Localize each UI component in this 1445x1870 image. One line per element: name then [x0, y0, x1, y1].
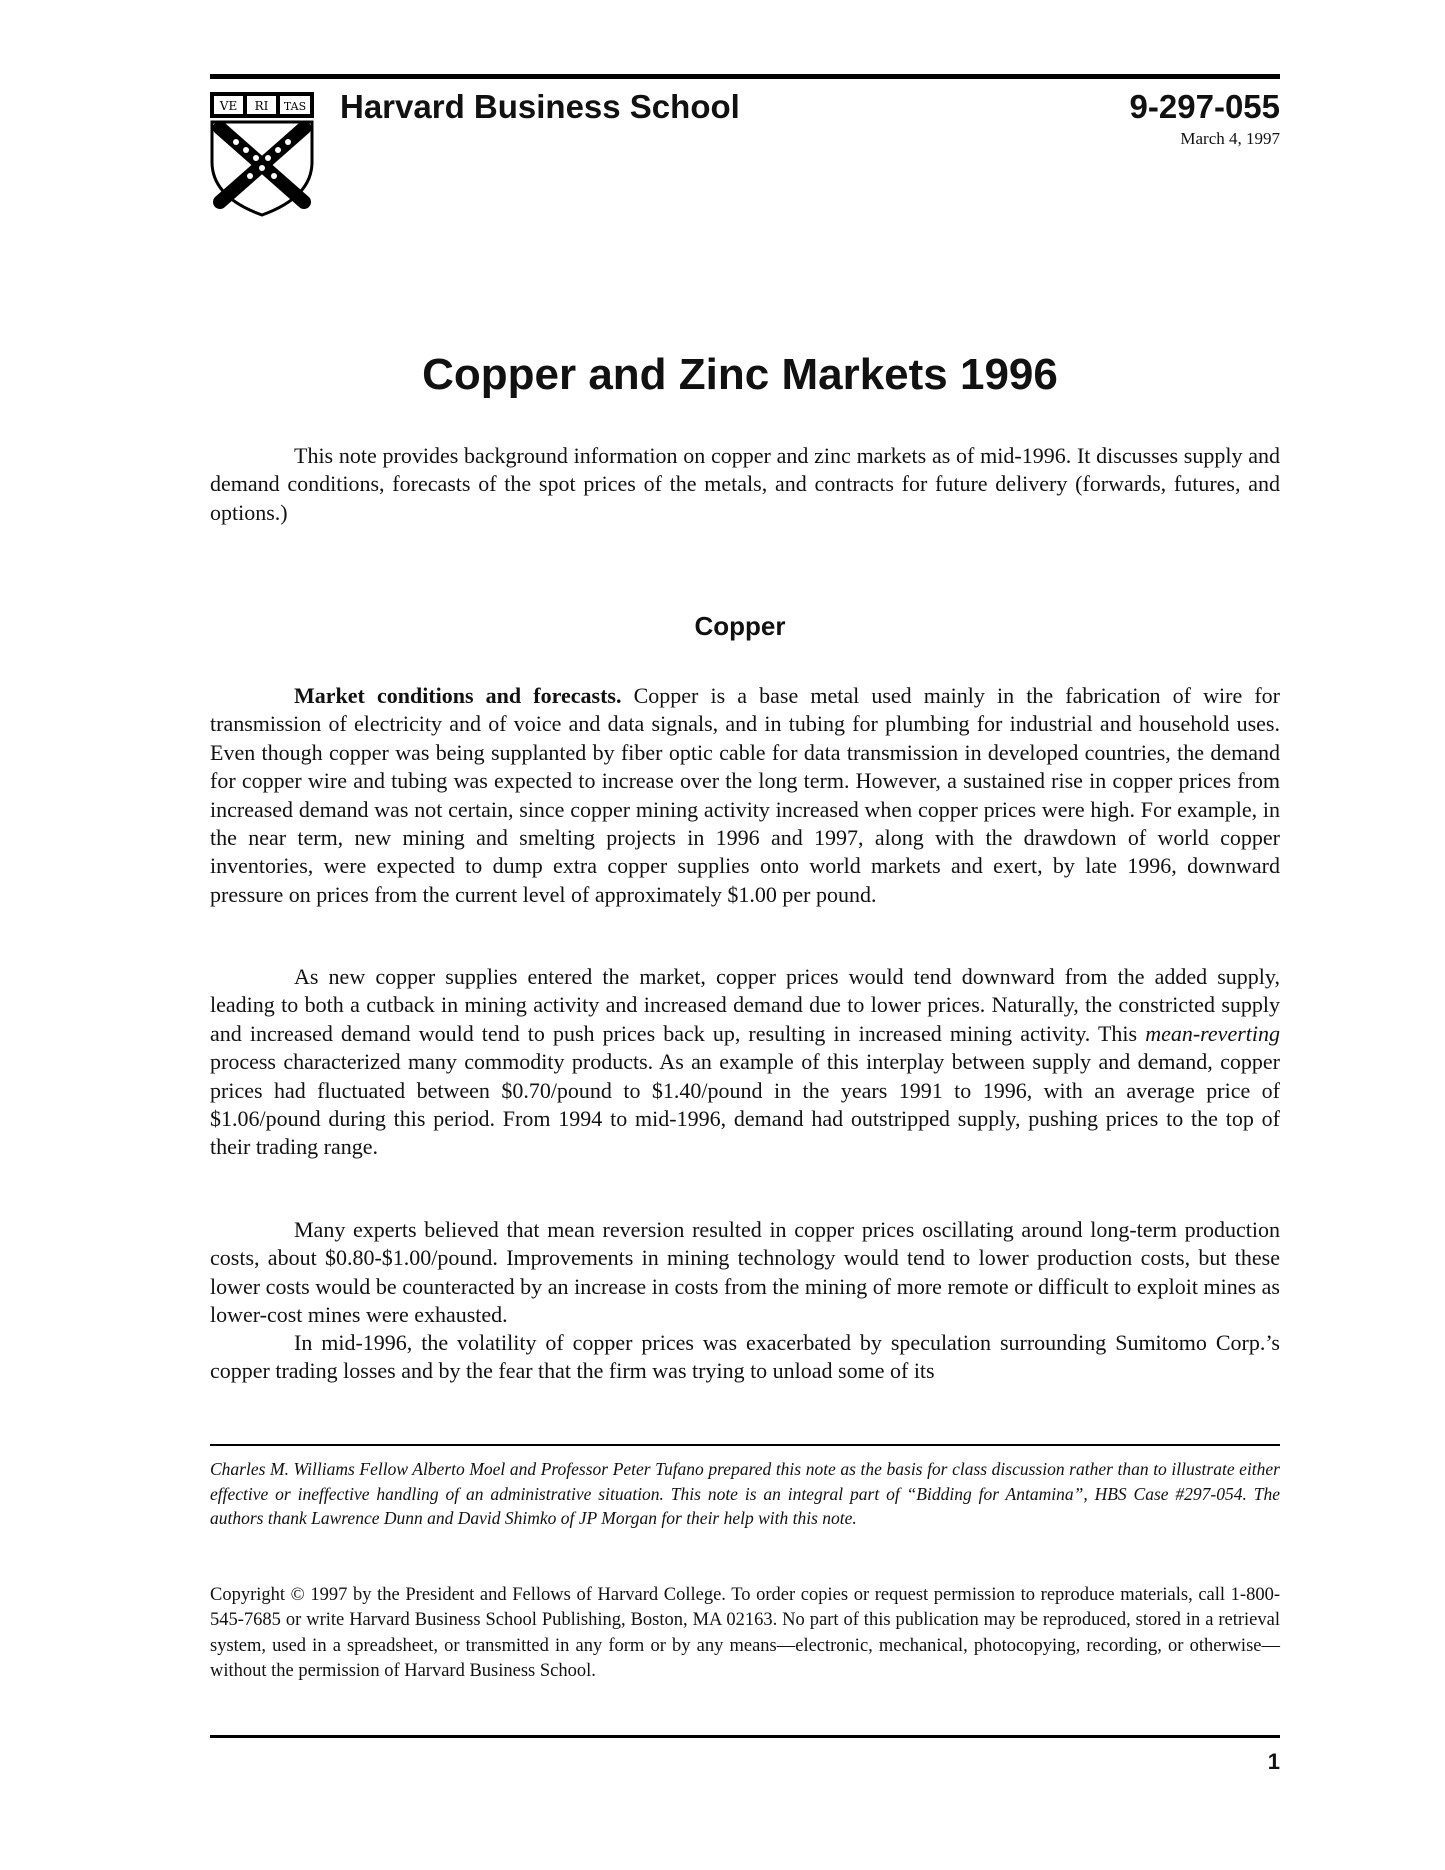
logo-letters-tas: TAS	[283, 100, 307, 113]
paragraph-body: Copper is a base metal used mainly in the fabrication of wire for transmission of electricity and of voice and data signals, and in tubing for plumbing for industrial and household uses. Even though copper was being supplanted by fiber optic cable for data transmission in developed countries, the demand for copper wire and tubing was expected to increase over the long term. However, a sustained rise in copper prices from increased demand was not certain, since copper mining activity increased when copper prices were high. For example, in the near term, new mining and smelting projects in 1996 and 1997, along with the drawdown of world copper inventories, were expected to dump extra copper supplies onto world markets and exert, by late 1996, downward pressure on prices from the current level of approximately $1.00 per pound.	[210, 683, 1280, 907]
author-footnote: Charles M. Williams Fellow Alberto Moel and Professor Peter Tufano prepared this note as the basis for class discussion rather than to illustrate either effective or ineffective handling of an administrative situation. This note is an integral part of “Bidding for Antamina”, HBS Case #297-054. The authors thank Lawrence Dunn and David Shimko of JP Morgan for their help with this note.	[210, 1459, 1280, 1529]
paragraph-new-supplies	[210, 963, 1280, 1162]
intro-paragraph: This note provides background information on copper and zinc markets as of mid-1996. It discusses supply and demand conditions, forecasts of the spot prices of the metals, and contracts for future delivery (forwards, futures, and options.)	[210, 443, 1280, 525]
school-name: Harvard Business School	[340, 88, 740, 125]
section-heading-copper: Copper	[694, 611, 786, 641]
paragraph-market-conditions	[210, 682, 1280, 909]
paragraph-lead: Market conditions and forecasts.	[294, 683, 622, 708]
case-date: March 4, 1997	[1180, 129, 1280, 148]
paragraph-volatility: In mid-1996, the volatility of copper prices was exacerbated by speculation surrounding Sumitomo Corp.’s copper trading losses and by the fear that the firm was trying to unload some of its	[210, 1330, 1280, 1384]
document-title: Copper and Zinc Markets 1996	[422, 350, 1058, 399]
harvard-shield-icon	[210, 92, 314, 217]
paragraph-text-after: process characterized many commodity products. As an example of this interplay between supply and demand, copper prices had fluctuated between $0.70/pound to $1.40/pound in the years 1991 to 1996, with an average price of $1.06/pound during this period. From 1994 to mid-1996, demand had outstripped supply, pushing prices to the top of their trading range.	[210, 1049, 1280, 1160]
paragraph-italic-term: mean-reverting	[1145, 1020, 1280, 1046]
page-number: 1	[1267, 1749, 1280, 1774]
logo-letters-ri: RI	[254, 99, 269, 113]
copyright-notice: Copyright © 1997 by the President and Fellows of Harvard College. To order copies or request permission to reproduce materials, call 1-800-545-7685 or write Harvard Business School Publishing, Boston, MA 02163. No part of this publication may be reproduced, stored in a retrieval system, used in a spreadsheet, or transmitted in any form or by any means—electronic, mechanical, photocopying, recording, or otherwise—without the permission of Harvard Business School.	[210, 1585, 1280, 1682]
case-number: 9-297-055	[1129, 88, 1280, 125]
header-rule	[210, 74, 1280, 79]
paragraph-text-before: As new copper supplies entered the market, copper prices would tend downward from the added supply, leading to both a cutback in mining activity and increased demand due to lower prices. Naturally, the constricted supply and increased demand would tend to push prices back up, resulting in increased mining activity. This	[210, 964, 1280, 1046]
logo-letters-ve: VE	[219, 99, 238, 113]
paragraph-mean-reversion: Many experts believed that mean reversion resulted in copper prices oscillating around long-term production costs, about $0.80-$1.00/pound. Improvements in mining technology would tend to lower production costs, but these lower costs would be counteracted by an increase in costs from the mining of more remote or difficult to exploit mines as lower-cost mines were exhausted.	[210, 1217, 1280, 1328]
footnote-rule	[210, 1444, 1280, 1446]
footer-rule	[210, 1735, 1280, 1738]
